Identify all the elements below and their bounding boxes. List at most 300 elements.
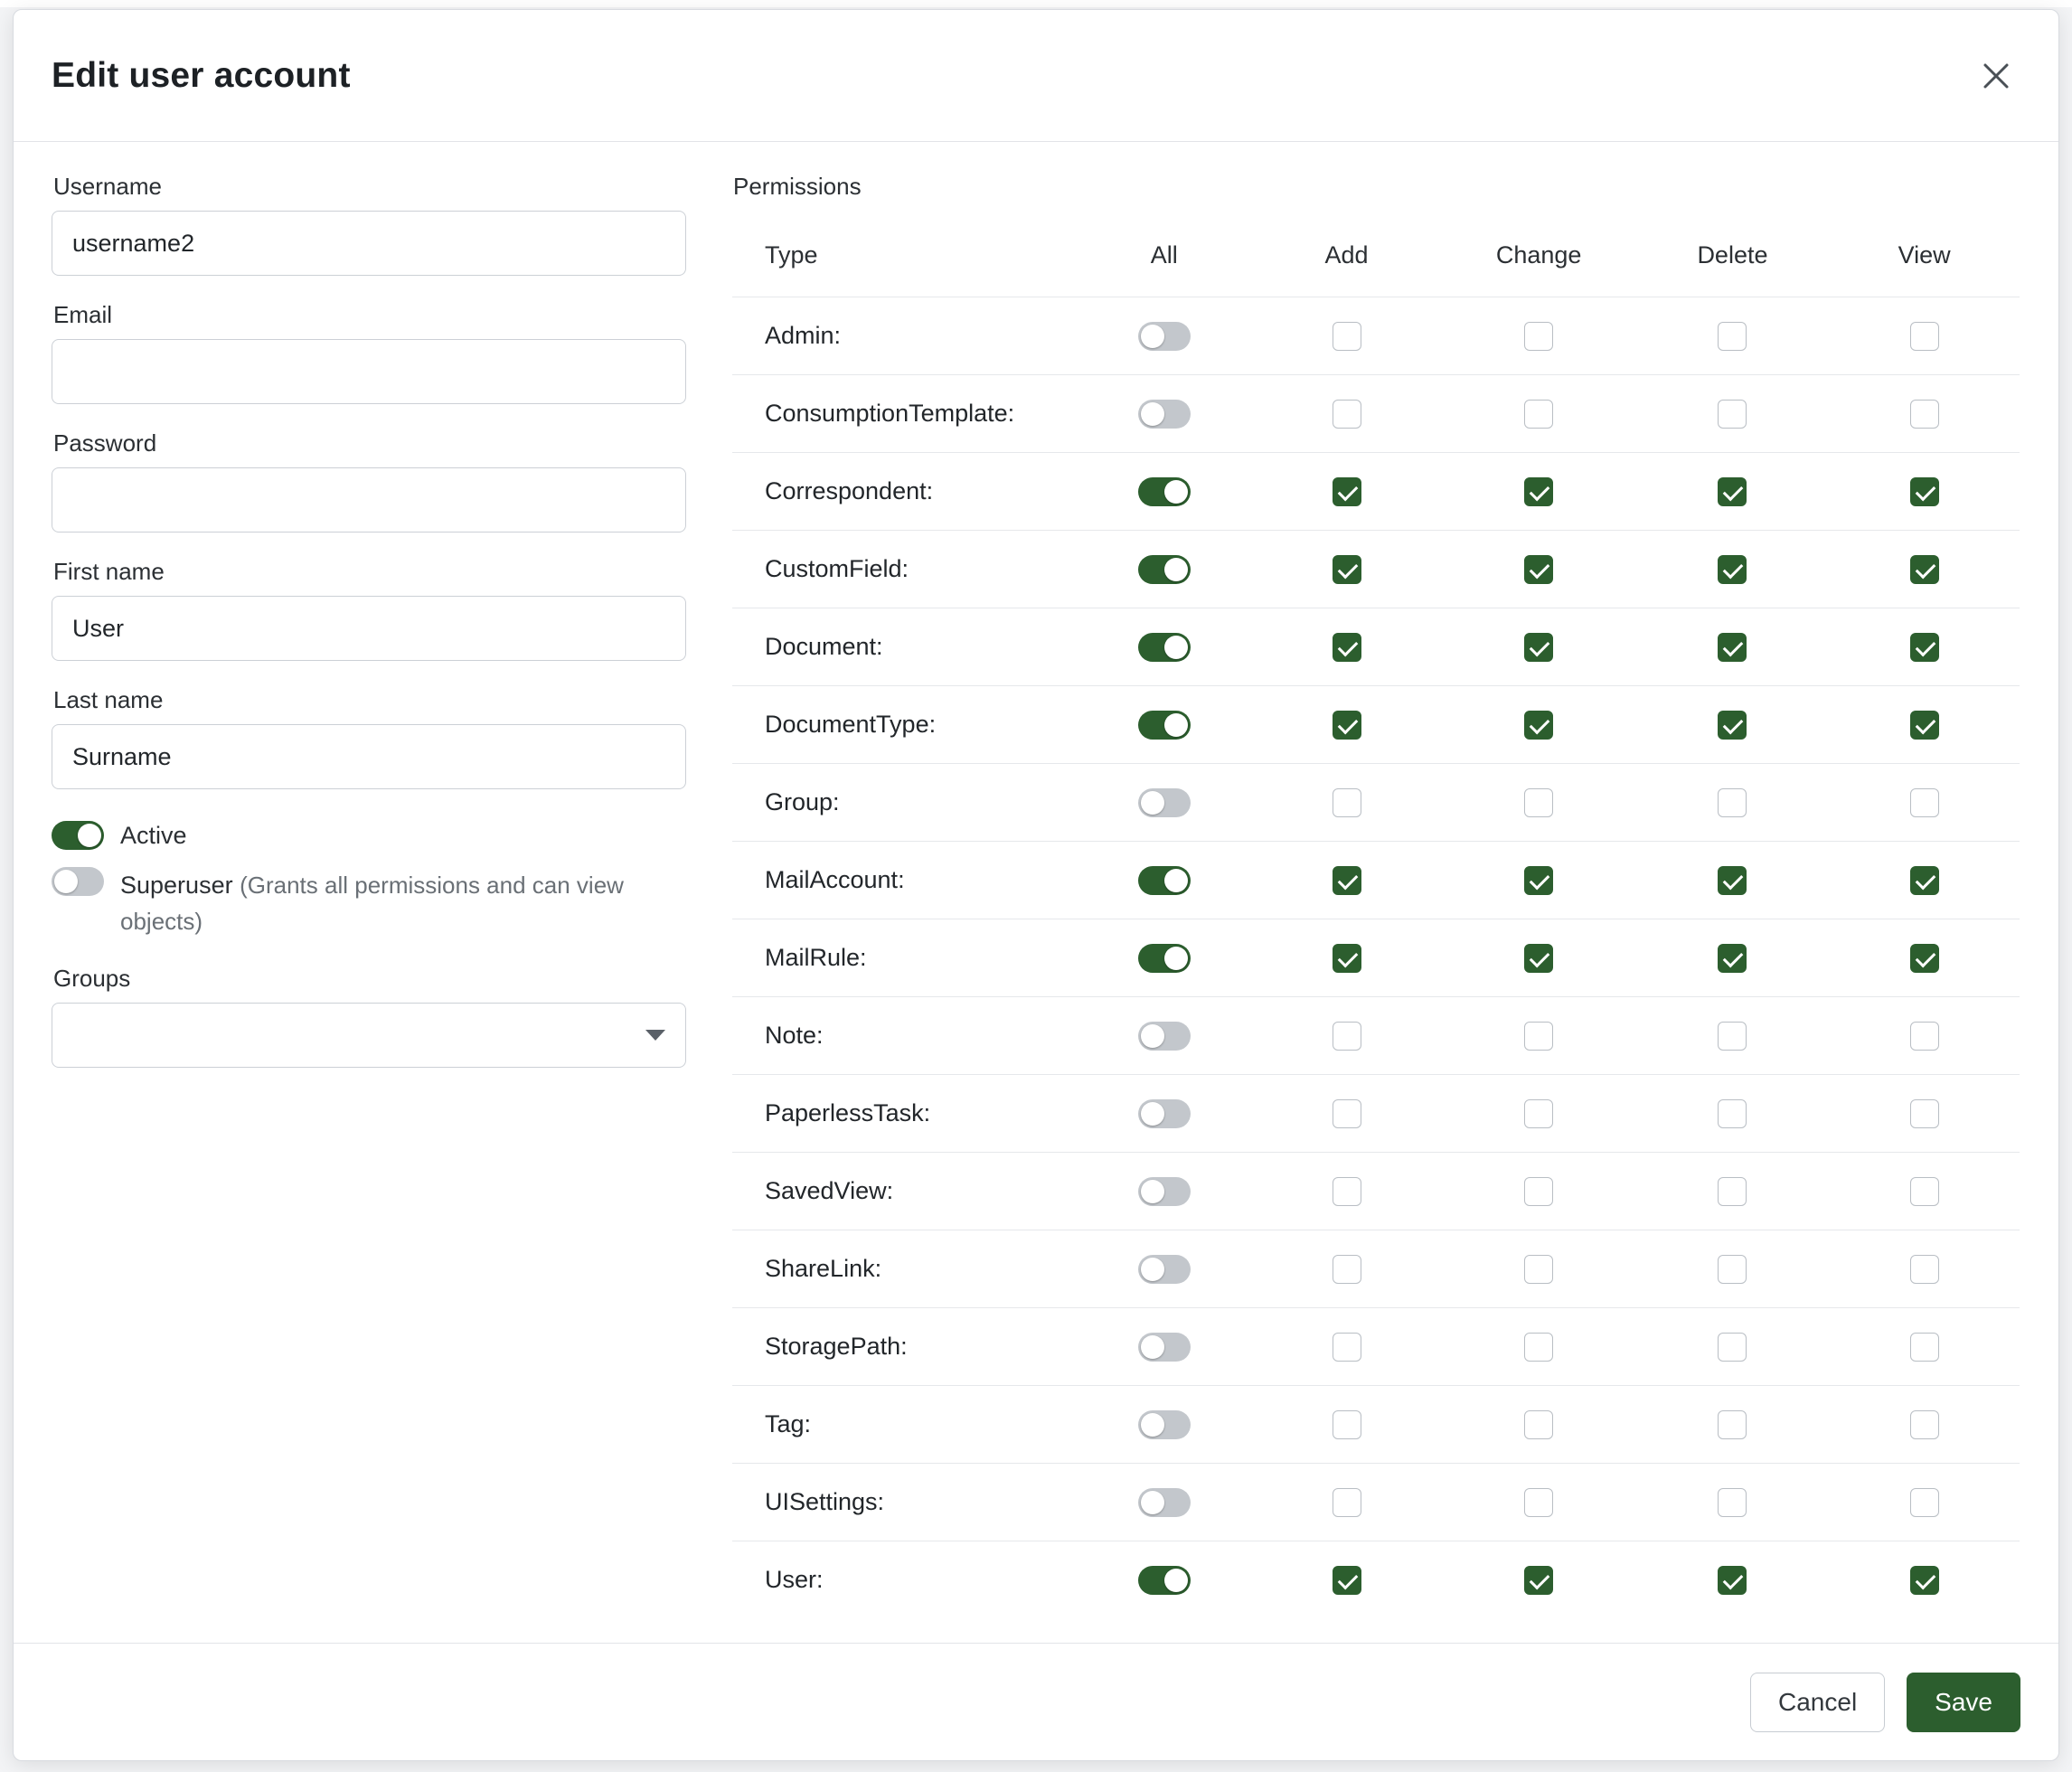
permission-change-cell [1442,531,1636,608]
permission-view-checkbox[interactable] [1910,866,1939,895]
permission-view-checkbox[interactable] [1910,944,1939,973]
cell-inner [1442,1488,1636,1517]
permission-type-cell: DocumentType: [732,686,1078,764]
toggle-knob [54,870,78,893]
cell-inner [1636,788,1829,817]
cell-inner [1636,633,1829,662]
permission-add-checkbox[interactable] [1333,1488,1361,1517]
cell-inner [1636,1177,1829,1206]
permission-add-cell [1251,608,1441,686]
permission-change-checkbox[interactable] [1524,633,1553,662]
permission-delete-checkbox[interactable] [1718,633,1747,662]
cell-inner [1829,477,2020,506]
cell-inner [1442,1177,1636,1206]
cell-inner [1636,1022,1829,1051]
cell-inner [1829,400,2020,429]
toggle-knob [1164,947,1188,970]
cell-inner [1442,1022,1636,1051]
permission-change-cell [1442,1464,1636,1541]
permission-add-checkbox[interactable] [1333,1333,1361,1362]
permission-view-cell [1829,375,2020,453]
permission-delete-cell [1636,764,1829,842]
permission-add-checkbox[interactable] [1333,322,1361,351]
permission-all-cell [1077,1386,1251,1464]
permission-change-checkbox[interactable] [1524,1177,1553,1206]
permission-change-cell [1442,1230,1636,1308]
permission-add-checkbox[interactable] [1333,944,1361,973]
permission-all-cell [1077,1541,1251,1619]
permission-add-cell [1251,1541,1441,1619]
permission-view-checkbox[interactable] [1910,1177,1939,1206]
permission-all-toggle[interactable] [1138,866,1191,895]
permission-view-checkbox[interactable] [1910,477,1939,506]
toggle-knob [1141,325,1164,348]
permission-all-cell [1077,375,1251,453]
column-header-view: View [1829,214,2020,297]
column-header-all: All [1077,214,1251,297]
permission-change-cell [1442,453,1636,531]
permission-delete-cell [1636,1386,1829,1464]
permission-all-cell [1077,531,1251,608]
permission-all-toggle[interactable] [1138,322,1191,351]
permission-change-cell [1442,375,1636,453]
permissions-label: Permissions [733,173,862,200]
toggle-knob [1164,480,1188,504]
cell-inner [1636,711,1829,740]
permission-add-cell [1251,842,1441,919]
permission-add-checkbox[interactable] [1333,866,1361,895]
save-button[interactable]: Save [1907,1673,2020,1732]
permission-change-checkbox[interactable] [1524,1333,1553,1362]
permission-type-cell: ConsumptionTemplate: [732,375,1078,453]
groups-select-wrap [52,1003,686,1068]
permission-view-checkbox[interactable] [1910,711,1939,740]
cell-inner [1442,944,1636,973]
permission-all-toggle[interactable] [1138,633,1191,662]
permission-all-toggle[interactable] [1138,1488,1191,1517]
permission-view-cell [1829,608,2020,686]
permission-view-checkbox[interactable] [1910,555,1939,584]
cell-inner [1442,1333,1636,1362]
permission-all-toggle[interactable] [1138,1022,1191,1051]
groups-select[interactable] [52,1003,686,1068]
permission-delete-checkbox[interactable] [1718,866,1747,895]
password-input[interactable] [52,467,686,533]
table-row [732,1308,2020,1386]
permission-add-checkbox[interactable] [1333,1022,1361,1051]
table-row [732,1464,2020,1541]
cell-inner [1829,788,2020,817]
toggle-knob [1141,1102,1164,1126]
permission-add-cell [1251,686,1441,764]
column-header-change: Change [1442,214,1636,297]
permission-delete-checkbox[interactable] [1718,1333,1747,1362]
permission-all-cell [1077,297,1251,375]
permission-change-cell [1442,608,1636,686]
permission-add-checkbox[interactable] [1333,555,1361,584]
permission-all-toggle[interactable] [1138,1099,1191,1128]
permission-add-checkbox[interactable] [1333,1255,1361,1284]
permissions-section [731,173,2020,1625]
permission-change-checkbox[interactable] [1524,1488,1553,1517]
permission-view-checkbox[interactable] [1910,1022,1939,1051]
edit-user-dialog [13,9,2059,1761]
permission-add-cell [1251,997,1441,1075]
table-row [732,686,2020,764]
permission-change-checkbox[interactable] [1524,1022,1553,1051]
cell-inner [1442,555,1636,584]
permission-all-toggle[interactable] [1138,788,1191,817]
cell-inner [1636,1333,1829,1362]
cell-inner [1442,1255,1636,1284]
permission-change-checkbox[interactable] [1524,711,1553,740]
cell-inner [1077,1566,1251,1595]
toggle-knob [1141,1180,1164,1203]
permission-view-cell [1829,531,2020,608]
cell-inner [1077,788,1251,817]
permission-all-cell [1077,842,1251,919]
email-input[interactable] [52,339,686,404]
permission-add-checkbox[interactable] [1333,788,1361,817]
cell-inner [1829,633,2020,662]
permission-delete-cell [1636,1308,1829,1386]
permission-all-toggle[interactable] [1138,944,1191,973]
permission-change-cell [1442,1308,1636,1386]
permission-change-cell [1442,1153,1636,1230]
permission-all-cell [1077,919,1251,997]
username-label: Username [53,173,162,200]
permission-delete-checkbox[interactable] [1718,1022,1747,1051]
cell-inner [1442,633,1636,662]
dialog-header [14,10,2058,142]
permission-add-cell [1251,1308,1441,1386]
cell-inner [1442,1410,1636,1439]
permission-add-checkbox[interactable] [1333,633,1361,662]
permission-view-cell [1829,842,2020,919]
cell-inner [1077,477,1251,506]
cell-inner [1829,1177,2020,1206]
permission-type-cell: CustomField: [732,531,1078,608]
permission-add-checkbox[interactable] [1333,1566,1361,1595]
superuser-hint: (Grants all permissions and can view objects) [120,872,624,935]
cell-inner [1251,788,1441,817]
chevron-down-icon [645,1030,665,1041]
permission-delete-checkbox[interactable] [1718,944,1747,973]
table-row [732,297,2020,375]
table-row [732,764,2020,842]
cell-inner [1251,322,1441,351]
cell-inner [1251,1099,1441,1128]
permission-delete-cell [1636,375,1829,453]
permission-type-cell: Group: [732,764,1078,842]
superuser-toggle[interactable] [52,867,104,896]
toggle-knob [1141,1258,1164,1281]
cell-inner [1077,1177,1251,1206]
last-name-input[interactable] [52,724,686,789]
close-icon[interactable] [1972,52,2020,100]
first-name-input[interactable] [52,596,686,661]
permission-type-cell: ShareLink: [732,1230,1078,1308]
permission-view-checkbox[interactable] [1910,1255,1939,1284]
permission-delete-checkbox[interactable] [1718,1177,1747,1206]
permission-delete-checkbox[interactable] [1718,477,1747,506]
cell-inner [1636,400,1829,429]
permission-view-cell [1829,997,2020,1075]
permission-add-cell [1251,1386,1441,1464]
permission-all-toggle[interactable] [1138,1255,1191,1284]
password-label: Password [53,429,157,457]
toggle-knob [1141,1491,1164,1514]
permission-delete-checkbox[interactable] [1718,1566,1747,1595]
permission-change-checkbox[interactable] [1524,477,1553,506]
permissions-table [731,213,2020,1619]
permission-change-checkbox[interactable] [1524,1566,1553,1595]
table-row [732,375,2020,453]
permission-delete-cell [1636,919,1829,997]
permission-change-checkbox[interactable] [1524,1410,1553,1439]
cancel-button[interactable]: Cancel [1750,1673,1885,1732]
permission-all-toggle[interactable] [1138,477,1191,506]
permission-add-checkbox[interactable] [1333,1410,1361,1439]
permission-change-checkbox[interactable] [1524,866,1553,895]
permission-view-cell [1829,453,2020,531]
permission-all-cell [1077,1230,1251,1308]
permission-change-checkbox[interactable] [1524,555,1553,584]
permission-add-cell [1251,1153,1441,1230]
permission-view-cell [1829,1308,2020,1386]
permission-add-checkbox[interactable] [1333,711,1361,740]
cell-inner [1077,1488,1251,1517]
cell-inner [1251,1333,1441,1362]
permission-add-cell [1251,531,1441,608]
dialog-title: Edit user account [52,55,351,95]
permission-add-checkbox[interactable] [1333,1099,1361,1128]
permission-view-checkbox[interactable] [1910,788,1939,817]
permission-view-cell [1829,297,2020,375]
permission-view-cell [1829,919,2020,997]
permission-view-checkbox[interactable] [1910,400,1939,429]
permission-type-cell: StoragePath: [732,1308,1078,1386]
toggle-knob [1164,713,1188,737]
permission-type-cell: SavedView: [732,1153,1078,1230]
permission-type-cell: MailRule: [732,919,1078,997]
permission-delete-cell [1636,997,1829,1075]
toggle-knob [1164,1569,1188,1592]
permission-change-cell [1442,764,1636,842]
cell-inner [1829,555,2020,584]
user-details-form [52,173,692,1625]
column-header-add: Add [1251,214,1441,297]
permission-delete-cell [1636,1153,1829,1230]
table-row [732,453,2020,531]
permission-all-toggle[interactable] [1138,1177,1191,1206]
window-top-strip [0,0,2072,7]
cell-inner [1442,711,1636,740]
permission-view-cell [1829,686,2020,764]
permission-change-checkbox[interactable] [1524,322,1553,351]
cell-inner [1077,866,1251,895]
permission-delete-checkbox[interactable] [1718,555,1747,584]
permission-delete-checkbox[interactable] [1718,322,1747,351]
permission-all-toggle[interactable] [1138,400,1191,429]
permission-view-checkbox[interactable] [1910,633,1939,662]
close-icon-glyph [1978,58,2014,94]
permission-delete-cell [1636,297,1829,375]
permission-type-cell: MailAccount: [732,842,1078,919]
permission-add-cell [1251,919,1441,997]
cell-inner [1636,322,1829,351]
permission-type-cell: Document: [732,608,1078,686]
permissions-table-body [732,297,2020,1619]
username-input[interactable] [52,211,686,276]
toggle-knob [1141,1024,1164,1048]
cell-inner [1077,1099,1251,1128]
permission-type-cell: User: [765,1566,824,1593]
permission-all-toggle[interactable] [1138,1566,1191,1595]
cell-inner [1636,1566,1829,1595]
active-toggle[interactable] [52,821,104,850]
email-label: Email [53,301,113,328]
permission-type-cell: UISettings: [732,1464,1078,1541]
table-row [732,1075,2020,1153]
permission-change-cell [1442,1386,1636,1464]
permission-view-cell [1829,1153,2020,1230]
permission-all-cell [1077,1308,1251,1386]
permission-add-checkbox[interactable] [1333,1177,1361,1206]
permission-change-checkbox[interactable] [1524,1255,1553,1284]
permission-delete-checkbox[interactable] [1718,711,1747,740]
cell-inner [1077,1333,1251,1362]
permission-change-cell [1442,842,1636,919]
permission-add-checkbox[interactable] [1333,477,1361,506]
cell-inner [1251,477,1441,506]
permission-delete-cell [1636,1541,1829,1619]
cell-inner [1077,322,1251,351]
superuser-toggle-row [52,867,692,939]
cell-inner [1251,1022,1441,1051]
cell-inner [1251,1410,1441,1439]
permission-type-cell: Note: [732,997,1078,1075]
cell-inner [1829,1099,2020,1128]
permission-delete-checkbox[interactable] [1718,788,1747,817]
permission-all-cell [1077,608,1251,686]
permissions-header-row [732,214,2020,297]
cell-inner [1077,711,1251,740]
column-header-type: Type [732,214,1078,297]
cell-inner [1636,1488,1829,1517]
permission-delete-cell [1636,453,1829,531]
permission-add-checkbox[interactable] [1333,400,1361,429]
permission-view-checkbox[interactable] [1910,1099,1939,1128]
permissions-table-head [732,214,2020,297]
permission-delete-cell [1636,686,1829,764]
permission-delete-checkbox[interactable] [1718,1488,1747,1517]
permission-add-cell [1251,764,1441,842]
permission-view-cell [1829,764,2020,842]
permission-all-toggle[interactable] [1138,1333,1191,1362]
table-row [732,531,2020,608]
permission-delete-cell [1636,531,1829,608]
permission-change-cell [1442,297,1636,375]
cell-inner [1442,866,1636,895]
toggle-knob [1141,1335,1164,1359]
permission-type-cell: Tag: [732,1386,1078,1464]
permission-change-checkbox[interactable] [1524,788,1553,817]
superuser-label: Superuser [120,872,233,899]
cell-inner [1251,1177,1441,1206]
cell-inner [1829,1255,2020,1284]
cell-inner [1829,1488,2020,1517]
permission-type-cell: Correspondent: [732,453,1078,531]
permission-delete-checkbox[interactable] [1718,1410,1747,1439]
permission-all-toggle[interactable] [1138,555,1191,584]
toggle-knob [1141,402,1164,426]
permission-delete-cell [1636,842,1829,919]
cell-inner [1251,866,1441,895]
permission-all-cell [1077,453,1251,531]
permission-view-checkbox[interactable] [1910,1333,1939,1362]
cell-inner [1636,944,1829,973]
cell-inner [1829,1333,2020,1362]
cell-inner [1077,400,1251,429]
permission-view-checkbox[interactable] [1910,1410,1939,1439]
permission-view-checkbox[interactable] [1910,1488,1939,1517]
permission-change-cell [1442,919,1636,997]
permission-change-checkbox[interactable] [1524,1099,1553,1128]
cell-inner [1442,1566,1636,1595]
table-row [732,1541,2020,1619]
cell-inner [1636,1099,1829,1128]
cell-inner [1829,322,2020,351]
permission-change-cell [1442,997,1636,1075]
permission-change-checkbox[interactable] [1524,400,1553,429]
toggle-knob [1164,636,1188,659]
cell-inner [1636,866,1829,895]
cell-inner [1251,944,1441,973]
permission-view-cell [1829,1230,2020,1308]
cell-inner [1636,1255,1829,1284]
permission-delete-cell [1636,1464,1829,1541]
cell-inner [1251,400,1441,429]
permission-add-cell [1251,1464,1441,1541]
table-row [732,1153,2020,1230]
table-row [732,1386,2020,1464]
permission-all-toggle[interactable] [1138,711,1191,740]
table-row [732,919,2020,997]
permission-all-cell [1077,997,1251,1075]
cell-inner [1636,477,1829,506]
permission-view-checkbox[interactable] [1910,322,1939,351]
permission-delete-cell [1636,1230,1829,1308]
permission-delete-checkbox[interactable] [1718,400,1747,429]
cell-inner [1077,633,1251,662]
permission-view-checkbox[interactable] [1910,1566,1939,1595]
permission-delete-checkbox[interactable] [1718,1255,1747,1284]
toggle-knob [1164,869,1188,892]
permission-all-toggle[interactable] [1138,1410,1191,1439]
cell-inner [1251,1255,1441,1284]
permission-change-cell [1442,1541,1636,1619]
permission-all-cell [1077,1153,1251,1230]
cell-inner [1636,555,1829,584]
permission-delete-checkbox[interactable] [1718,1099,1747,1128]
first-name-label: First name [53,558,165,585]
permission-change-checkbox[interactable] [1524,944,1553,973]
permission-view-cell [1829,1541,2020,1619]
cell-inner [1077,555,1251,584]
cell-inner [1077,944,1251,973]
cell-inner [1829,1566,2020,1595]
